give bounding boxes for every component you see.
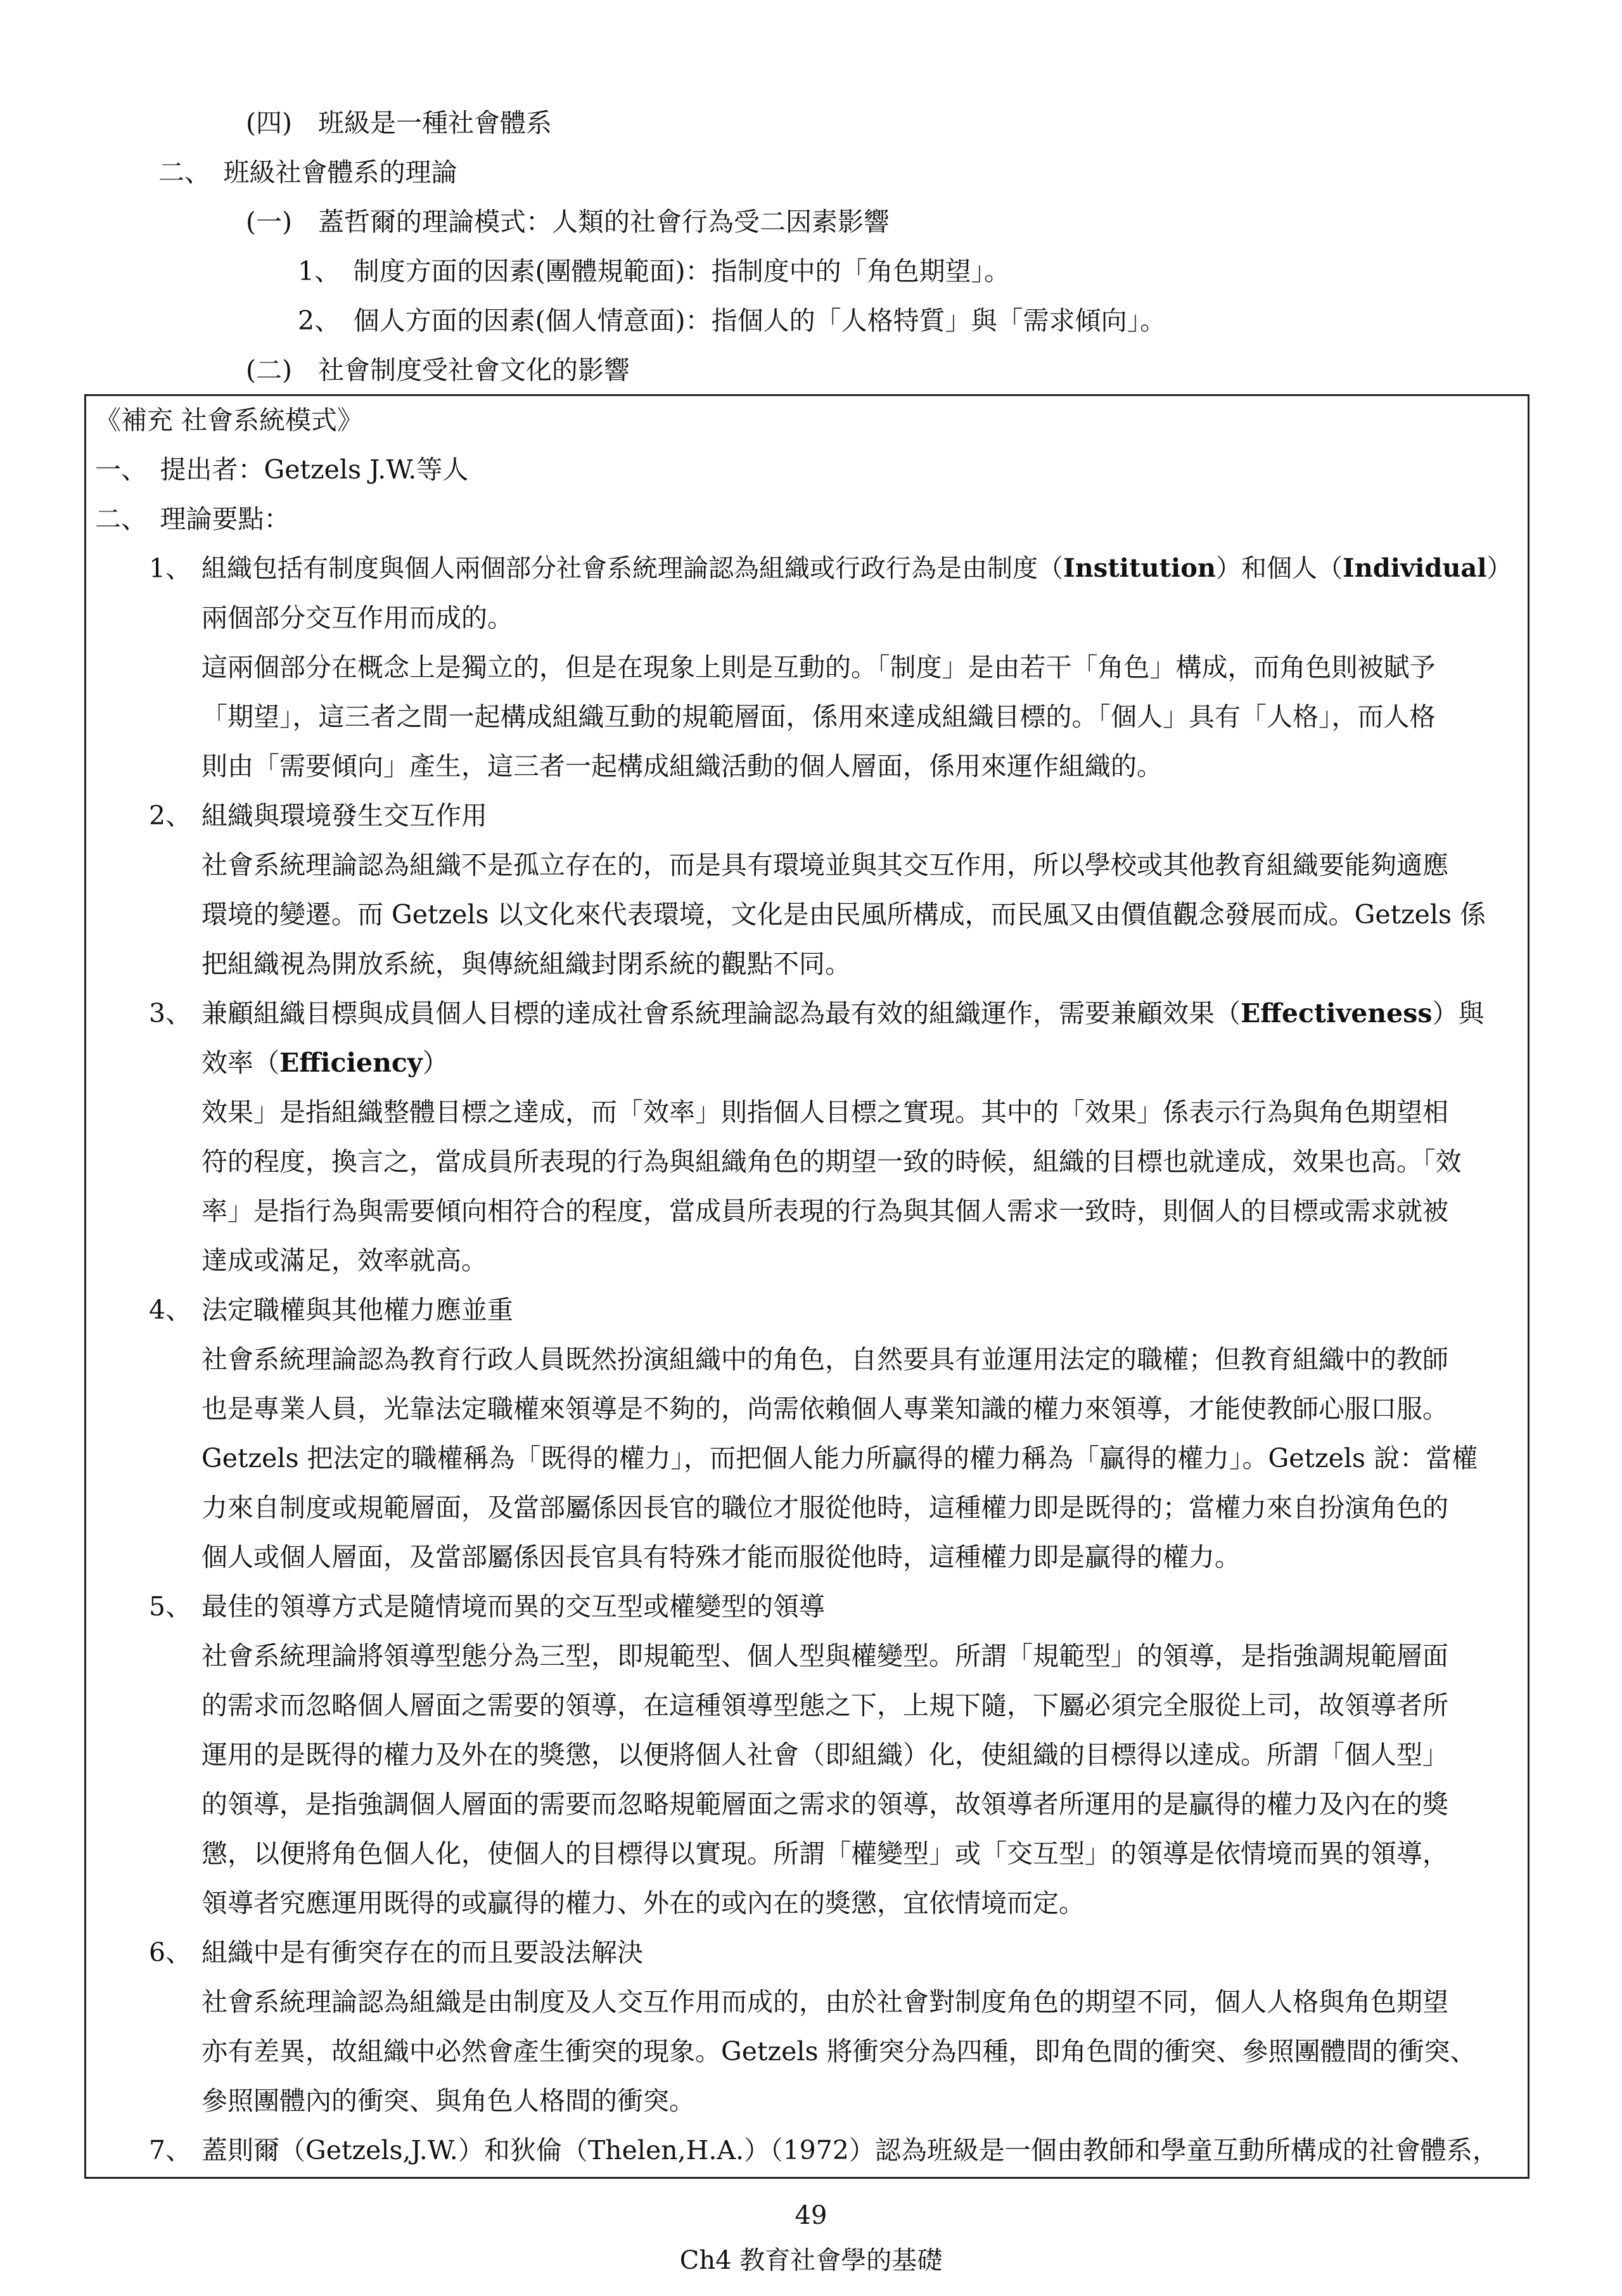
point-5-title: 最佳的領導方式是隨情境而異的交互型或權變型的領導 (201, 1591, 825, 1622)
point-6-number: 6、 (149, 1937, 192, 1968)
section-heading-2: 二、 班級社會體系的理論 (158, 157, 457, 188)
chapter-footer: Ch4 教育社會學的基礎 (679, 2246, 943, 2275)
point-3-body-1: 效果」是指組織整體目標之達成，而「效率」則指個人目標之實現。其中的「效果」係表示行為與角色期望相 (201, 1097, 1448, 1127)
point-4-body-3: Getzels 把法定的職權稱為「既得的權力」，而把個人能力所贏得的權力稱為「贏得的權力」。Getzels 說：當權 (201, 1443, 1478, 1473)
point-3-body-2: 符的程度，換言之，當成員所表現的行為與組織角色的期望一致的時候，組織的目標也就達成，效果也高。「效 (201, 1146, 1462, 1177)
points-heading: 二、 理論要點： (95, 504, 290, 534)
proposer-line: 一、 提出者：Getzels J.W.等人 (95, 454, 469, 485)
subitem-1-1: 1、 制度方面的因素(團體規範面)：指制度中的「角色期望」。 (298, 256, 1011, 286)
point-1-number: 1、 (149, 553, 192, 584)
point-4-body-4: 力來自制度或規範層面，及當部屬係因長官的職位才服從他時，這種權力即是既得的；當權力來自扮演角色的 (201, 1492, 1448, 1523)
subitem-1-2: 2、 個人方面的因素(個人情意面)：指個人的「人格特質」與「需求傾向」。 (298, 305, 1166, 336)
point-6-body-2: 亦有差異，故組織中必然會產生衝突的現象。Getzels 將衝突分為四種，即角色間的衝突、參照團體間的衝突、 (201, 2036, 1476, 2067)
point-4-body-2: 也是專業人員，光靠法定職權來領導是不夠的，尚需依賴個人專業知識的權力來領導，才能使教師心服口服。 (201, 1394, 1448, 1424)
point-5-body-6: 領導者究應運用既得的或贏得的權力、外在的或內在的獎懲，宜依情境而定。 (201, 1888, 1085, 1918)
box-title: 《補充 社會系統模式》 (95, 405, 364, 435)
point-2-title: 組織與環境發生交互作用 (201, 800, 487, 831)
point-4-body-1: 社會系統理論認為教育行政人員既然扮演組織中的角色，自然要具有並運用法定的職權；但教育組織中的教師 (201, 1344, 1448, 1375)
point-1-line-1: 組織包括有制度與個人兩個部分社會系統理論認為組織或行政行為是由制度（Institution）和個人（Individual） (201, 553, 1512, 583)
point-2-body-3: 把組織視為開放系統，與傳統組織封閉系統的觀點不同。 (201, 949, 851, 979)
point-4-body-5: 個人或個人層面，及當部屬係因長官具有特殊才能而服從他時，這種權力即是贏得的權力。 (201, 1542, 1241, 1572)
point-1-body-1: 這兩個部分在概念上是獨立的，但是在現象上則是互動的。「制度」是由若干「角色」構成，而角色則被賦予 (201, 652, 1436, 683)
point-7-number: 7、 (149, 2135, 192, 2165)
outline-item-4: (四) 班級是一種社會體系 (246, 108, 552, 138)
point-5-body-2: 的需求而忽略個人層面之需要的領導，在這種領導型態之下，上規下隨，下屬必須完全服從上司，故領導者所 (201, 1690, 1448, 1721)
point-4-title: 法定職權與其他權力應並重 (201, 1295, 513, 1325)
point-5-body-3: 運用的是既得的權力及外在的獎懲，以便將個人社會（即組織）化，使組織的目標得以達成。所謂「個人型」 (201, 1740, 1448, 1770)
point-7-line-1: 蓋則爾（Getzels,J.W.）和狄倫（Thelen,H.A.）（1972）認為班級是一個由教師和學童互動所構成的社會體系， (201, 2135, 1498, 2165)
point-6-body-1: 社會系統理論認為組織是由制度及人交互作用而成的，由於社會對制度角色的期望不同，個人人格與角色期望 (201, 1987, 1448, 2017)
point-4-number: 4、 (149, 1295, 192, 1325)
point-5-body-1: 社會系統理論將領導型態分為三型，即規範型、個人型與權變型。所謂「規範型」的領導，是指強調規範層面 (201, 1641, 1448, 1671)
subheading-2: (二) 社會制度受社會文化的影響 (246, 355, 630, 385)
point-3-body-4: 達成或滿足，效率就高。 (201, 1245, 487, 1276)
point-5-body-4: 的領導，是指強調個人層面的需要而忽略規範層面之需求的領導，故領導者所運用的是贏得的權力及內在的獎 (201, 1789, 1448, 1819)
point-5-number: 5、 (149, 1591, 192, 1622)
point-2-body-2: 環境的變遷。而 Getzels 以文化來代表環境，文化是由民風所構成，而民風又由價值觀念發展而成。Getzels 係 (201, 899, 1486, 930)
page-number: 49 (795, 2201, 827, 2230)
point-6-title: 組織中是有衝突存在的而且要設法解決 (201, 1937, 643, 1968)
point-2-number: 2、 (149, 800, 192, 831)
subheading-1: (一) 蓋哲爾的理論模式：人類的社會行為受二因素影響 (246, 207, 890, 237)
point-5-body-5: 懲，以便將角色個人化，使個人的目標得以實現。所謂「權變型」或「交互型」的領導是依情境而異的領導， (201, 1838, 1448, 1869)
point-1-body-3: 則由「需要傾向」產生，這三者一起構成組織活動的個人層面，係用來運作組織的。 (201, 751, 1163, 781)
point-3-body-3: 率」是指行為與需要傾向相符合的程度，當成員所表現的行為與其個人需求一致時，則個人的目標或需求就被 (201, 1196, 1448, 1226)
point-1-line-2: 兩個部分交互作用而成的。 (201, 603, 513, 633)
point-1-body-2: 「期望」，這三者之間一起構成組織互動的規範層面，係用來達成組織目標的。「個人」具有「人格」，而人格 (201, 702, 1436, 732)
point-6-body-3: 參照團體內的衝突、與角色人格間的衝突。 (201, 2086, 695, 2116)
point-3-line-2: 效率（Efficiency） (201, 1048, 449, 1078)
point-2-body-1: 社會系統理論認為組織不是孤立存在的，而是具有環境並與其交互作用，所以學校或其他教育組織要能夠適應 (201, 850, 1448, 880)
point-3-line-1: 兼顧組織目標與成員個人目標的達成社會系統理論認為最有效的組織運作，需要兼顧效果（Effectiveness）與 (201, 998, 1485, 1029)
point-3-number: 3、 (149, 998, 192, 1029)
